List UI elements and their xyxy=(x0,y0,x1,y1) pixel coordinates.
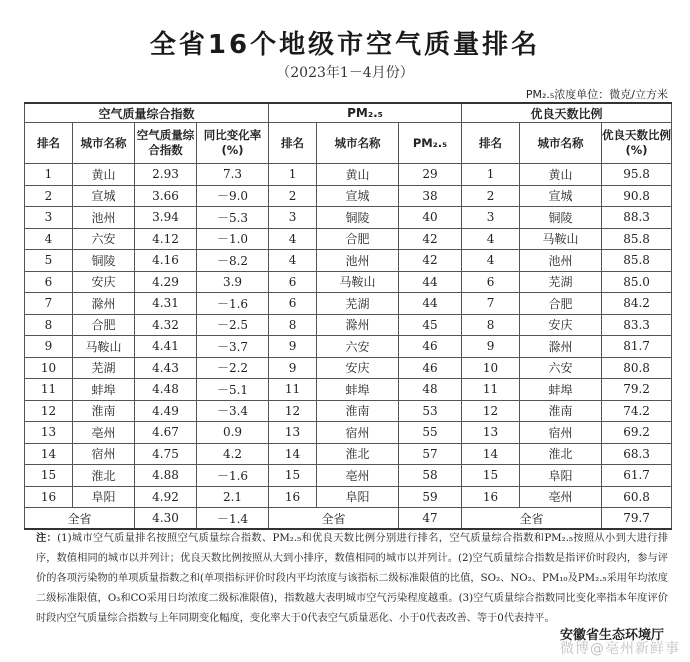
aqi-change-cell: 7.3 xyxy=(197,164,269,186)
city-pm25-cell: 蚌埠 xyxy=(317,379,399,401)
aqi-index-cell: 4.16 xyxy=(135,250,197,272)
aqi-change-cell: －1.6 xyxy=(197,293,269,315)
rank-aqi-cell: 2 xyxy=(25,185,73,207)
watermark: 微博@亳州新鲜事 xyxy=(560,641,680,657)
pm25-value-cell: 29 xyxy=(399,164,462,186)
rank-good-cell: 12 xyxy=(462,400,520,422)
good-ratio-cell: 85.0 xyxy=(602,271,672,293)
col-header-good-ratio: 优良天数比例(%) xyxy=(602,123,672,164)
city-aqi-cell: 滁州 xyxy=(73,293,135,315)
city-pm25-cell: 亳州 xyxy=(317,465,399,487)
rank-aqi-cell: 14 xyxy=(25,443,73,465)
city-pm25-cell: 宿州 xyxy=(317,422,399,444)
pm25-value-cell: 44 xyxy=(399,293,462,315)
col-header-pm25: PM₂.₅ xyxy=(399,123,462,164)
rank-good-cell: 2 xyxy=(462,185,520,207)
aqi-index-cell: 4.88 xyxy=(135,465,197,487)
page-subtitle: （2023年1－4月份） xyxy=(276,65,414,81)
aqi-index-cell: 2.93 xyxy=(135,164,197,186)
aqi-index-cell: 4.31 xyxy=(135,293,197,315)
table-row xyxy=(25,357,672,379)
city-pm25-cell: 铜陵 xyxy=(317,207,399,229)
aqi-index-cell: 4.29 xyxy=(135,271,197,293)
table-row xyxy=(25,293,672,315)
unit-note: PM₂.₅浓度单位：微克/立方米 xyxy=(525,88,668,101)
table-row xyxy=(25,250,672,272)
city-pm25-cell: 滁州 xyxy=(317,314,399,336)
rank-pm25-cell: 1 xyxy=(269,164,317,186)
pm25-value-cell: 45 xyxy=(399,314,462,336)
table-row xyxy=(25,164,672,186)
rank-pm25-cell: 4 xyxy=(269,250,317,272)
col-header-rank: 排名 xyxy=(462,123,520,164)
rank-good-cell: 3 xyxy=(462,207,520,229)
table-row xyxy=(25,400,672,422)
rank-good-cell: 13 xyxy=(462,422,520,444)
good-ratio-cell: 88.3 xyxy=(602,207,672,229)
city-pm25-cell: 芜湖 xyxy=(317,293,399,315)
city-aqi-cell: 宣城 xyxy=(73,185,135,207)
aqi-change-cell: 3.9 xyxy=(197,271,269,293)
city-good-cell: 蚌埠 xyxy=(520,379,602,401)
good-ratio-cell: 68.3 xyxy=(602,443,672,465)
city-pm25-cell: 马鞍山 xyxy=(317,271,399,293)
group-header-pm25: PM₂.₅ xyxy=(269,103,462,123)
rank-pm25-cell: 16 xyxy=(269,486,317,508)
aqi-change-cell: －9.0 xyxy=(197,185,269,207)
rank-aqi-cell: 11 xyxy=(25,379,73,401)
aqi-index-cell: 4.92 xyxy=(135,486,197,508)
good-ratio-cell: 95.8 xyxy=(602,164,672,186)
col-header-city: 城市名称 xyxy=(317,123,399,164)
city-pm25-cell: 安庆 xyxy=(317,357,399,379)
city-aqi-cell: 芜湖 xyxy=(73,357,135,379)
aqi-change-cell: 0.9 xyxy=(197,422,269,444)
pm25-value-cell: 58 xyxy=(399,465,462,487)
city-good-cell: 滁州 xyxy=(520,336,602,358)
aqi-change-cell: －5.3 xyxy=(197,207,269,229)
col-header-city: 城市名称 xyxy=(73,123,135,164)
rank-aqi-cell: 6 xyxy=(25,271,73,293)
rank-aqi-cell: 1 xyxy=(25,164,73,186)
rank-good-cell: 15 xyxy=(462,465,520,487)
city-aqi-cell: 六安 xyxy=(73,228,135,250)
city-good-cell: 黄山 xyxy=(520,164,602,186)
good-ratio-cell: 85.8 xyxy=(602,228,672,250)
city-good-cell: 亳州 xyxy=(520,486,602,508)
rank-good-cell: 16 xyxy=(462,486,520,508)
rank-pm25-cell: 8 xyxy=(269,314,317,336)
city-pm25-cell: 阜阳 xyxy=(317,486,399,508)
city-good-cell: 淮北 xyxy=(520,443,602,465)
rank-good-cell: 4 xyxy=(462,228,520,250)
footnote-text: (1)城市空气质量排名按照空气质量综合指数、PM₂.₅和优良天数比例分别进行排名，空气质量综合指数和PM₂.₅按照从小到大进行排序，数值相同的城市以并列计；优良天数比例按照从大到小排序，数值相同的城市以并列计。(2)空气质量综合指数是指评价时段内，参与评价的各项污染物的单项质量指数之和(单项指标评价时段内平均浓度与该指标二级标准限值的比值，SO₂、NO₂、PM₁₀及PM₂.₅采用年均浓度二级标准限值，O₃和CO采用日均浓度二级标准限值)，指数越大表明城市空气污染程度越重。(3)空气质量综合指数同比变化率指本年度评价时段内空气质量综合指数与上年同期变化幅度，变化率大于0代表空气质量恶化、小于0代表改善、等于0代表持平。 xyxy=(36,533,669,624)
aqi-index-cell: 3.66 xyxy=(135,185,197,207)
rank-pm25-cell: 12 xyxy=(269,400,317,422)
table-row xyxy=(25,379,672,401)
province-total-row xyxy=(25,508,672,530)
total-aqi: 4.30 xyxy=(135,508,197,530)
city-aqi-cell: 宿州 xyxy=(73,443,135,465)
aqi-index-cell: 4.43 xyxy=(135,357,197,379)
col-header-rank: 排名 xyxy=(269,123,317,164)
city-aqi-cell: 淮北 xyxy=(73,465,135,487)
table-row xyxy=(25,271,672,293)
table-row xyxy=(25,336,672,358)
pm25-value-cell: 48 xyxy=(399,379,462,401)
rank-good-cell: 1 xyxy=(462,164,520,186)
rank-good-cell: 4 xyxy=(462,250,520,272)
table-row xyxy=(25,443,672,465)
city-aqi-cell: 铜陵 xyxy=(73,250,135,272)
total-label: 全省 xyxy=(462,508,602,530)
rank-aqi-cell: 7 xyxy=(25,293,73,315)
good-ratio-cell: 81.7 xyxy=(602,336,672,358)
city-good-cell: 宣城 xyxy=(520,185,602,207)
city-good-cell: 芜湖 xyxy=(520,271,602,293)
good-ratio-cell: 80.8 xyxy=(602,357,672,379)
good-ratio-cell: 60.8 xyxy=(602,486,672,508)
rank-aqi-cell: 13 xyxy=(25,422,73,444)
pm25-value-cell: 42 xyxy=(399,250,462,272)
rank-pm25-cell: 2 xyxy=(269,185,317,207)
rank-aqi-cell: 4 xyxy=(25,228,73,250)
pm25-value-cell: 44 xyxy=(399,271,462,293)
city-good-cell: 安庆 xyxy=(520,314,602,336)
rank-pm25-cell: 14 xyxy=(269,443,317,465)
rank-aqi-cell: 16 xyxy=(25,486,73,508)
pm25-value-cell: 59 xyxy=(399,486,462,508)
city-good-cell: 淮南 xyxy=(520,400,602,422)
rank-pm25-cell: 15 xyxy=(269,465,317,487)
table-row xyxy=(25,486,672,508)
city-aqi-cell: 马鞍山 xyxy=(73,336,135,358)
total-pm25: 47 xyxy=(399,508,462,530)
city-aqi-cell: 黄山 xyxy=(73,164,135,186)
rank-pm25-cell: 11 xyxy=(269,379,317,401)
city-pm25-cell: 宣城 xyxy=(317,185,399,207)
table-row xyxy=(25,207,672,229)
ranking-table xyxy=(24,102,672,530)
total-label: 全省 xyxy=(25,508,135,530)
pm25-value-cell: 55 xyxy=(399,422,462,444)
city-aqi-cell: 池州 xyxy=(73,207,135,229)
city-good-cell: 铜陵 xyxy=(520,207,602,229)
aqi-change-cell: －1.0 xyxy=(197,228,269,250)
footnote-label: 注： xyxy=(36,532,58,544)
city-pm25-cell: 合肥 xyxy=(317,228,399,250)
rank-aqi-cell: 5 xyxy=(25,250,73,272)
col-header-rank: 排名 xyxy=(25,123,73,164)
aqi-change-cell: －3.7 xyxy=(197,336,269,358)
rank-aqi-cell: 12 xyxy=(25,400,73,422)
city-aqi-cell: 阜阳 xyxy=(73,486,135,508)
city-aqi-cell: 合肥 xyxy=(73,314,135,336)
group-header-aqi: 空气质量综合指数 xyxy=(25,103,269,123)
rank-pm25-cell: 9 xyxy=(269,357,317,379)
table-row xyxy=(25,465,672,487)
col-header-change: 同比变化率(%) xyxy=(197,123,269,164)
group-header-good-days: 优良天数比例 xyxy=(462,103,672,123)
rank-good-cell: 11 xyxy=(462,379,520,401)
rank-good-cell: 8 xyxy=(462,314,520,336)
aqi-index-cell: 4.49 xyxy=(135,400,197,422)
good-ratio-cell: 69.2 xyxy=(602,422,672,444)
rank-pm25-cell: 6 xyxy=(269,271,317,293)
city-pm25-cell: 黄山 xyxy=(317,164,399,186)
city-good-cell: 合肥 xyxy=(520,293,602,315)
rank-good-cell: 10 xyxy=(462,357,520,379)
aqi-change-cell: －2.5 xyxy=(197,314,269,336)
page-title: 全省16个地级市空气质量排名 xyxy=(149,30,541,60)
city-pm25-cell: 六安 xyxy=(317,336,399,358)
total-change: －1.4 xyxy=(197,508,269,530)
rank-pm25-cell: 3 xyxy=(269,207,317,229)
table-row xyxy=(25,422,672,444)
rank-aqi-cell: 10 xyxy=(25,357,73,379)
rank-good-cell: 6 xyxy=(462,271,520,293)
city-aqi-cell: 淮南 xyxy=(73,400,135,422)
city-pm25-cell: 池州 xyxy=(317,250,399,272)
rank-aqi-cell: 15 xyxy=(25,465,73,487)
col-header-aqi-index: 空气质量综合指数 xyxy=(135,123,197,164)
good-ratio-cell: 74.2 xyxy=(602,400,672,422)
pm25-value-cell: 42 xyxy=(399,228,462,250)
rank-aqi-cell: 3 xyxy=(25,207,73,229)
city-good-cell: 马鞍山 xyxy=(520,228,602,250)
aqi-change-cell: －3.4 xyxy=(197,400,269,422)
issuing-organization: 安徽省生态环境厅 xyxy=(559,628,664,643)
table-row xyxy=(25,314,672,336)
footnote xyxy=(36,528,668,629)
aqi-index-cell: 3.94 xyxy=(135,207,197,229)
total-good-ratio: 79.7 xyxy=(602,508,672,530)
aqi-index-cell: 4.12 xyxy=(135,228,197,250)
rank-aqi-cell: 9 xyxy=(25,336,73,358)
city-good-cell: 阜阳 xyxy=(520,465,602,487)
city-good-cell: 宿州 xyxy=(520,422,602,444)
good-ratio-cell: 83.3 xyxy=(602,314,672,336)
col-header-city: 城市名称 xyxy=(520,123,602,164)
city-aqi-cell: 安庆 xyxy=(73,271,135,293)
city-pm25-cell: 淮北 xyxy=(317,443,399,465)
good-ratio-cell: 85.8 xyxy=(602,250,672,272)
pm25-value-cell: 40 xyxy=(399,207,462,229)
city-aqi-cell: 蚌埠 xyxy=(73,379,135,401)
city-good-cell: 池州 xyxy=(520,250,602,272)
pm25-value-cell: 38 xyxy=(399,185,462,207)
aqi-change-cell: －1.6 xyxy=(197,465,269,487)
good-ratio-cell: 61.7 xyxy=(602,465,672,487)
rank-good-cell: 14 xyxy=(462,443,520,465)
rank-aqi-cell: 8 xyxy=(25,314,73,336)
good-ratio-cell: 79.2 xyxy=(602,379,672,401)
table-row xyxy=(25,228,672,250)
pm25-value-cell: 53 xyxy=(399,400,462,422)
rank-pm25-cell: 9 xyxy=(269,336,317,358)
total-label: 全省 xyxy=(269,508,399,530)
aqi-index-cell: 4.48 xyxy=(135,379,197,401)
aqi-index-cell: 4.41 xyxy=(135,336,197,358)
good-ratio-cell: 84.2 xyxy=(602,293,672,315)
table-row xyxy=(25,185,672,207)
pm25-value-cell: 46 xyxy=(399,336,462,358)
rank-pm25-cell: 13 xyxy=(269,422,317,444)
aqi-change-cell: 2.1 xyxy=(197,486,269,508)
rank-good-cell: 7 xyxy=(462,293,520,315)
rank-pm25-cell: 6 xyxy=(269,293,317,315)
rank-good-cell: 9 xyxy=(462,336,520,358)
aqi-index-cell: 4.67 xyxy=(135,422,197,444)
pm25-value-cell: 57 xyxy=(399,443,462,465)
aqi-change-cell: 4.2 xyxy=(197,443,269,465)
aqi-change-cell: －5.1 xyxy=(197,379,269,401)
aqi-change-cell: －8.2 xyxy=(197,250,269,272)
city-good-cell: 六安 xyxy=(520,357,602,379)
aqi-index-cell: 4.32 xyxy=(135,314,197,336)
city-pm25-cell: 淮南 xyxy=(317,400,399,422)
aqi-index-cell: 4.75 xyxy=(135,443,197,465)
aqi-change-cell: －2.2 xyxy=(197,357,269,379)
good-ratio-cell: 90.8 xyxy=(602,185,672,207)
city-aqi-cell: 亳州 xyxy=(73,422,135,444)
pm25-value-cell: 46 xyxy=(399,357,462,379)
rank-pm25-cell: 4 xyxy=(269,228,317,250)
